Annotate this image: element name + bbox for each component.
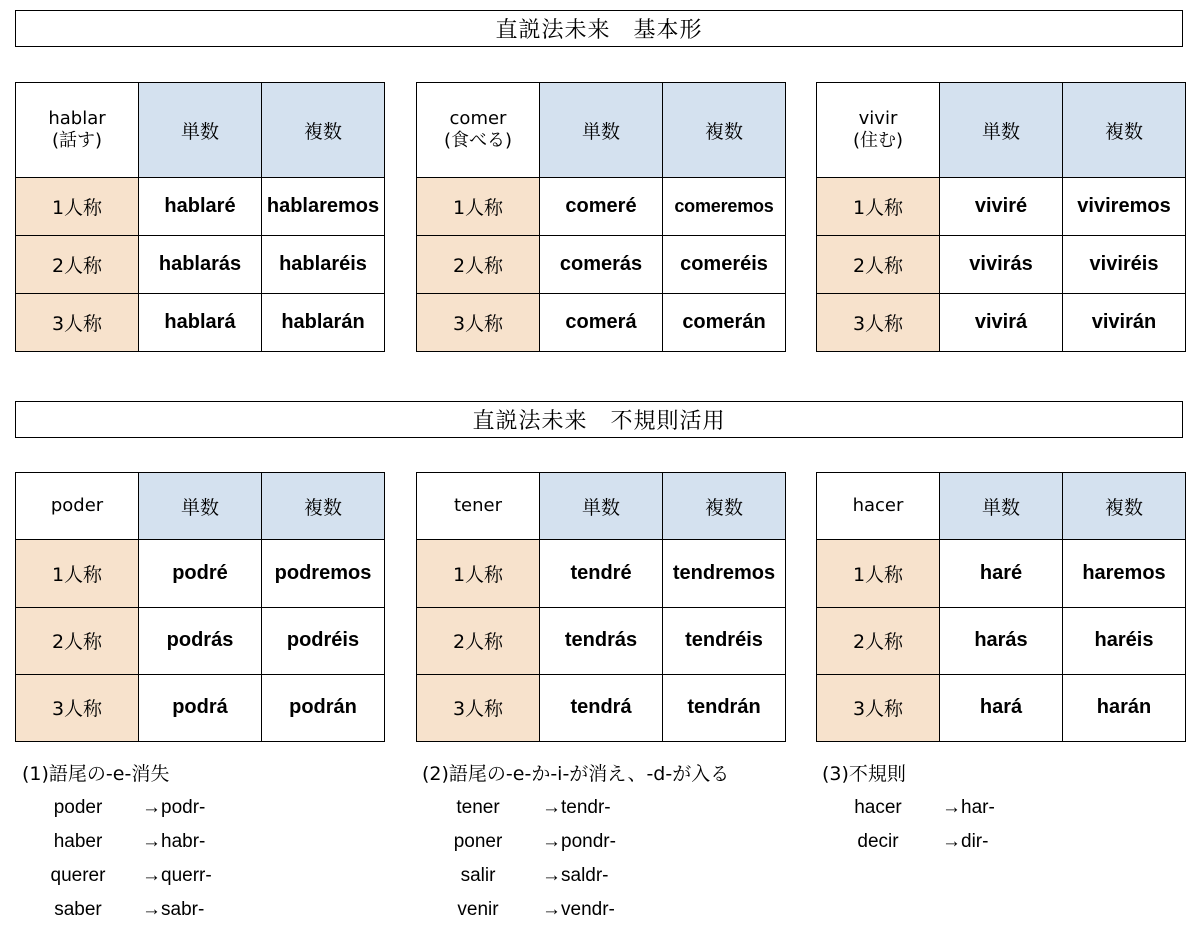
list-item (22, 893, 205, 927)
verb-meaning: (話す) (51, 130, 103, 152)
note-stem: →har- (942, 797, 995, 818)
note-stem: →querr- (142, 865, 212, 886)
table-header-row (16, 83, 385, 178)
column-header-singular: 単数 (540, 473, 663, 540)
table-row (417, 236, 786, 294)
note-verb: venir (457, 899, 499, 920)
note-stem: →dir- (942, 831, 989, 852)
singular-form: hablarás (139, 236, 262, 294)
singular-form: harás (940, 607, 1063, 674)
person-label: 2人称 (16, 607, 139, 674)
singular-form: haré (940, 540, 1063, 607)
list-item (822, 791, 995, 825)
column-header-singular: 単数 (940, 83, 1063, 178)
person-label: 3人称 (817, 294, 940, 352)
conjugation-table-poder (15, 472, 385, 742)
note-stem: →habr- (142, 831, 206, 852)
table-row (16, 236, 385, 294)
person-label: 3人称 (16, 674, 139, 741)
person-label: 2人称 (16, 236, 139, 294)
person-label: 3人称 (16, 294, 139, 352)
verb-infinitive: vivir (858, 107, 898, 129)
section-banner-regular: 直説法未来 基本形 (15, 10, 1183, 47)
verb-infinitive-cell (417, 473, 540, 540)
conjugation-table-hablar (15, 82, 385, 352)
person-label: 2人称 (817, 236, 940, 294)
conjugation-table-vivir (816, 82, 1186, 352)
table-header-row (16, 473, 385, 540)
table-row (817, 294, 1186, 352)
plural-form: hablaréis (262, 236, 385, 294)
table-row (417, 607, 786, 674)
table-row (417, 178, 786, 236)
singular-form: comeré (540, 178, 663, 236)
plural-form: hablarán (262, 294, 385, 352)
list-item (422, 893, 729, 927)
table-row (16, 607, 385, 674)
plural-form: haremos (1063, 540, 1186, 607)
plural-form: harán (1063, 674, 1186, 741)
singular-form: hablaré (139, 178, 262, 236)
column-header-singular: 単数 (940, 473, 1063, 540)
plural-form: hablaremos (262, 178, 385, 236)
note-stem: →tendr- (542, 797, 611, 818)
plural-form: tendréis (663, 607, 786, 674)
verb-meaning: (住む) (852, 130, 904, 152)
table-row (817, 607, 1186, 674)
singular-form: hará (940, 674, 1063, 741)
verb-infinitive: tener (453, 494, 502, 516)
person-label: 2人称 (417, 607, 540, 674)
column-header-plural: 複数 (262, 83, 385, 178)
verb-infinitive-cell (817, 473, 940, 540)
plural-form: tendremos (663, 540, 786, 607)
singular-form: comerás (540, 236, 663, 294)
note-title: (1)語尾の-e-消失 (22, 763, 170, 785)
section-banner-irregular: 直説法未来 不規則活用 (15, 401, 1183, 438)
singular-form: vivirás (940, 236, 1063, 294)
plural-form: podrán (262, 674, 385, 741)
plural-form: comeremos (663, 178, 786, 236)
person-label: 1人称 (417, 178, 540, 236)
plural-form: podréis (262, 607, 385, 674)
plural-form: comerán (663, 294, 786, 352)
stem-note-group (822, 757, 995, 859)
list-item (422, 825, 729, 859)
table-row (817, 540, 1186, 607)
note-verb: salir (460, 865, 496, 886)
note-verb: poder (53, 797, 103, 818)
person-label: 1人称 (817, 540, 940, 607)
table-row (817, 178, 1186, 236)
conjugation-table-comer (416, 82, 786, 352)
stem-note-group (22, 757, 212, 927)
person-label: 3人称 (417, 294, 540, 352)
person-label: 1人称 (16, 540, 139, 607)
table-header-row (817, 83, 1186, 178)
note-verb: decir (857, 831, 899, 852)
plural-form: podremos (262, 540, 385, 607)
column-header-singular: 単数 (139, 83, 262, 178)
verb-infinitive-cell (817, 83, 940, 178)
table-header-row (817, 473, 1186, 540)
person-label: 1人称 (417, 540, 540, 607)
singular-form: tendrá (540, 674, 663, 741)
list-item (22, 791, 206, 825)
list-item (22, 859, 212, 893)
verb-infinitive: hacer (852, 494, 904, 516)
note-stem: →vendr- (542, 899, 615, 920)
column-header-plural: 複数 (663, 83, 786, 178)
singular-form: viviré (940, 178, 1063, 236)
plural-form: vivirán (1063, 294, 1186, 352)
note-stem: →sabr- (142, 899, 205, 920)
verb-infinitive: poder (50, 494, 104, 516)
column-header-singular: 単数 (139, 473, 262, 540)
table-header-row (417, 83, 786, 178)
table-row (16, 674, 385, 741)
table-row (817, 236, 1186, 294)
singular-form: tendrás (540, 607, 663, 674)
verb-infinitive-cell (417, 83, 540, 178)
note-verb: tener (456, 797, 500, 818)
table-row (417, 674, 786, 741)
stem-note-group (422, 757, 729, 927)
table-row (16, 540, 385, 607)
plural-form: tendrán (663, 674, 786, 741)
note-verb: poner (453, 831, 503, 852)
column-header-plural: 複数 (1063, 83, 1186, 178)
note-title: (3)不規則 (822, 763, 906, 785)
note-stem: →saldr- (542, 865, 609, 886)
list-item (22, 825, 206, 859)
singular-form: podré (139, 540, 262, 607)
list-item (422, 791, 729, 825)
person-label: 1人称 (16, 178, 139, 236)
plural-form: viviremos (1063, 178, 1186, 236)
singular-form: podrás (139, 607, 262, 674)
column-header-plural: 複数 (663, 473, 786, 540)
conjugation-table-hacer (816, 472, 1186, 742)
table-row (16, 294, 385, 352)
note-verb: haber (53, 831, 103, 852)
verb-infinitive: comer (449, 107, 507, 129)
person-label: 2人称 (417, 236, 540, 294)
singular-form: vivirá (940, 294, 1063, 352)
verb-meaning: (食べる) (443, 130, 513, 152)
singular-form: comerá (540, 294, 663, 352)
note-verb: saber (54, 899, 102, 920)
note-verb: querer (50, 865, 106, 886)
table-row (817, 674, 1186, 741)
singular-form: hablará (139, 294, 262, 352)
table-row (16, 178, 385, 236)
person-label: 2人称 (817, 607, 940, 674)
singular-form: tendré (540, 540, 663, 607)
list-item (822, 825, 989, 859)
column-header-plural: 複数 (262, 473, 385, 540)
verb-infinitive-cell (16, 473, 139, 540)
plural-form: comeréis (663, 236, 786, 294)
plural-form: haréis (1063, 607, 1186, 674)
note-stem: →podr- (142, 797, 206, 818)
list-item (422, 859, 729, 893)
plural-form: viviréis (1063, 236, 1186, 294)
person-label: 3人称 (817, 674, 940, 741)
singular-form: podrá (139, 674, 262, 741)
table-header-row (417, 473, 786, 540)
column-header-singular: 単数 (540, 83, 663, 178)
column-header-plural: 複数 (1063, 473, 1186, 540)
table-row (417, 540, 786, 607)
note-verb: hacer (854, 797, 902, 818)
person-label: 3人称 (417, 674, 540, 741)
note-stem: →pondr- (542, 831, 616, 852)
conjugation-table-tener (416, 472, 786, 742)
note-title: (2)語尾の-e-か-i-が消え、-d-が入る (422, 763, 730, 785)
person-label: 1人称 (817, 178, 940, 236)
verb-infinitive: hablar (48, 107, 106, 129)
table-row (417, 294, 786, 352)
verb-infinitive-cell (16, 83, 139, 178)
